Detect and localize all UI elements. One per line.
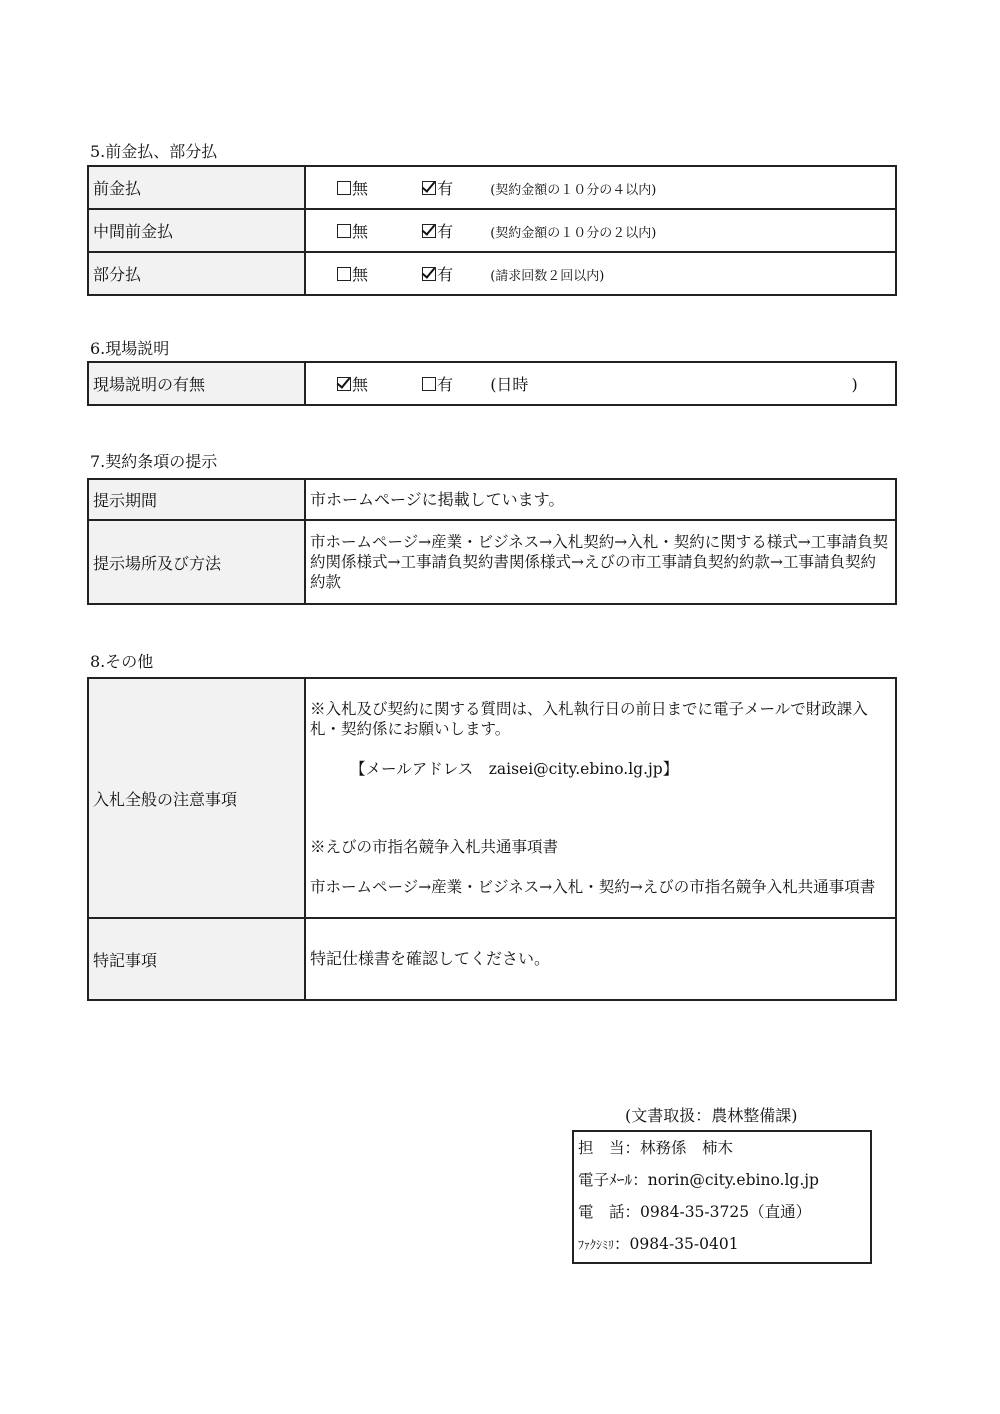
checkbox-unchecked-icon[interactable]: [337, 181, 351, 195]
display-period-row: [88, 479, 896, 520]
row-label: 現場説明の有無: [88, 362, 305, 405]
option-none[interactable]: 無: [337, 219, 417, 242]
interim-advance-payment-row: [88, 209, 896, 252]
section-6-title: 6.現場説明: [90, 339, 170, 358]
contract-terms-table: [87, 478, 897, 605]
row-label: 部分払: [88, 252, 305, 295]
display-method-row: [88, 520, 896, 604]
site-briefing-table: [87, 361, 897, 406]
general-notes-row: [88, 678, 896, 918]
contact-label: 電 話: [578, 1203, 625, 1221]
contact-value[interactable]: ：norin@city.ebino.lg.jp: [632, 1171, 819, 1189]
checkbox-checked-icon[interactable]: [422, 181, 436, 195]
contact-row: [574, 1228, 870, 1260]
datetime-close: ): [851, 375, 858, 394]
advance-payment-row: [88, 166, 896, 209]
checkbox-unchecked-icon[interactable]: [337, 224, 351, 238]
row-label: 中間前金払: [88, 209, 305, 252]
option-yes[interactable]: 有: [422, 262, 485, 285]
row-options: [305, 209, 896, 252]
contact-label: 電子ﾒｰﾙ: [578, 1171, 633, 1189]
option-yes[interactable]: 有: [422, 176, 485, 199]
general-note-line: 市ホームページ→産業・ビジネス→入札・契約→えびの市指名競争入札共通事項書: [310, 878, 876, 896]
contact-value: ：0984-35-0401: [614, 1235, 739, 1253]
row-note: (請求回数２回以内): [490, 269, 605, 284]
advance-payment-table: [87, 165, 897, 296]
checkbox-unchecked-icon[interactable]: [422, 377, 436, 391]
contact-row: [574, 1132, 870, 1164]
section-5-title: 5.前金払、部分払: [90, 142, 218, 161]
checkbox-unchecked-icon[interactable]: [337, 267, 351, 281]
contact-label: 担 当: [578, 1139, 625, 1157]
row-label: 前金払: [88, 166, 305, 209]
datetime-open: (日時: [490, 375, 529, 394]
checkbox-checked-icon[interactable]: [337, 377, 351, 391]
other-table: [87, 677, 897, 1001]
general-note-line: ※えびの市指名競争入札共通事項書: [310, 838, 559, 856]
contact-value: ：林務係 柿木: [624, 1139, 734, 1157]
option-yes[interactable]: 有: [422, 219, 485, 242]
special-notes-row: [88, 918, 896, 1000]
row-label: 提示期間: [88, 479, 305, 520]
row-value: [305, 678, 896, 918]
row-note: (契約金額の１０分の２以内): [490, 226, 657, 241]
row-value: 市ホームページ→産業・ビジネス→入札契約→入札・契約に関する様式→工事請負契約関係様式→工事請負契約書関係様式→えびの市工事請負契約約款→工事請負契約約款: [305, 520, 896, 604]
contact-box: [572, 1130, 872, 1264]
row-label: 提示場所及び方法: [88, 520, 305, 604]
section-8-title: 8.その他: [90, 652, 154, 671]
contact-row: [574, 1196, 870, 1228]
option-none[interactable]: 無: [337, 262, 417, 285]
option-none[interactable]: 無: [337, 372, 417, 395]
partial-payment-row: [88, 252, 896, 295]
row-label: 入札全般の注意事項: [88, 678, 305, 918]
checkbox-checked-icon[interactable]: [422, 224, 436, 238]
row-value: 市ホームページに掲載しています。: [305, 479, 896, 520]
contact-row: [574, 1164, 870, 1196]
section-7-title: 7.契約条項の提示: [90, 452, 218, 471]
contact-caption: (文書取扱：農林整備課): [625, 1106, 798, 1125]
row-label: 特記事項: [88, 918, 305, 1000]
contact-value: ：0984-35-3725（直通）: [624, 1203, 812, 1221]
row-value: 特記仕様書を確認してください。: [305, 918, 896, 1000]
row-options: [305, 252, 896, 295]
site-briefing-row: [88, 362, 896, 405]
row-options: [305, 362, 896, 405]
row-note: (契約金額の１０分の４以内): [490, 183, 657, 198]
option-yes[interactable]: 有: [422, 372, 485, 395]
option-none[interactable]: 無: [337, 176, 417, 199]
checkbox-checked-icon[interactable]: [422, 267, 436, 281]
contact-label: ﾌｧｸｼﾐﾘ: [578, 1238, 615, 1252]
general-note-line: ※入札及び契約に関する質問は、入札執行日の前日までに電子メールで財政課入札・契約係にお願いします。: [310, 700, 868, 738]
row-options: [305, 166, 896, 209]
email-address-line[interactable]: 【メールアドレス zaisei@city.ebino.lg.jp】: [350, 760, 679, 778]
